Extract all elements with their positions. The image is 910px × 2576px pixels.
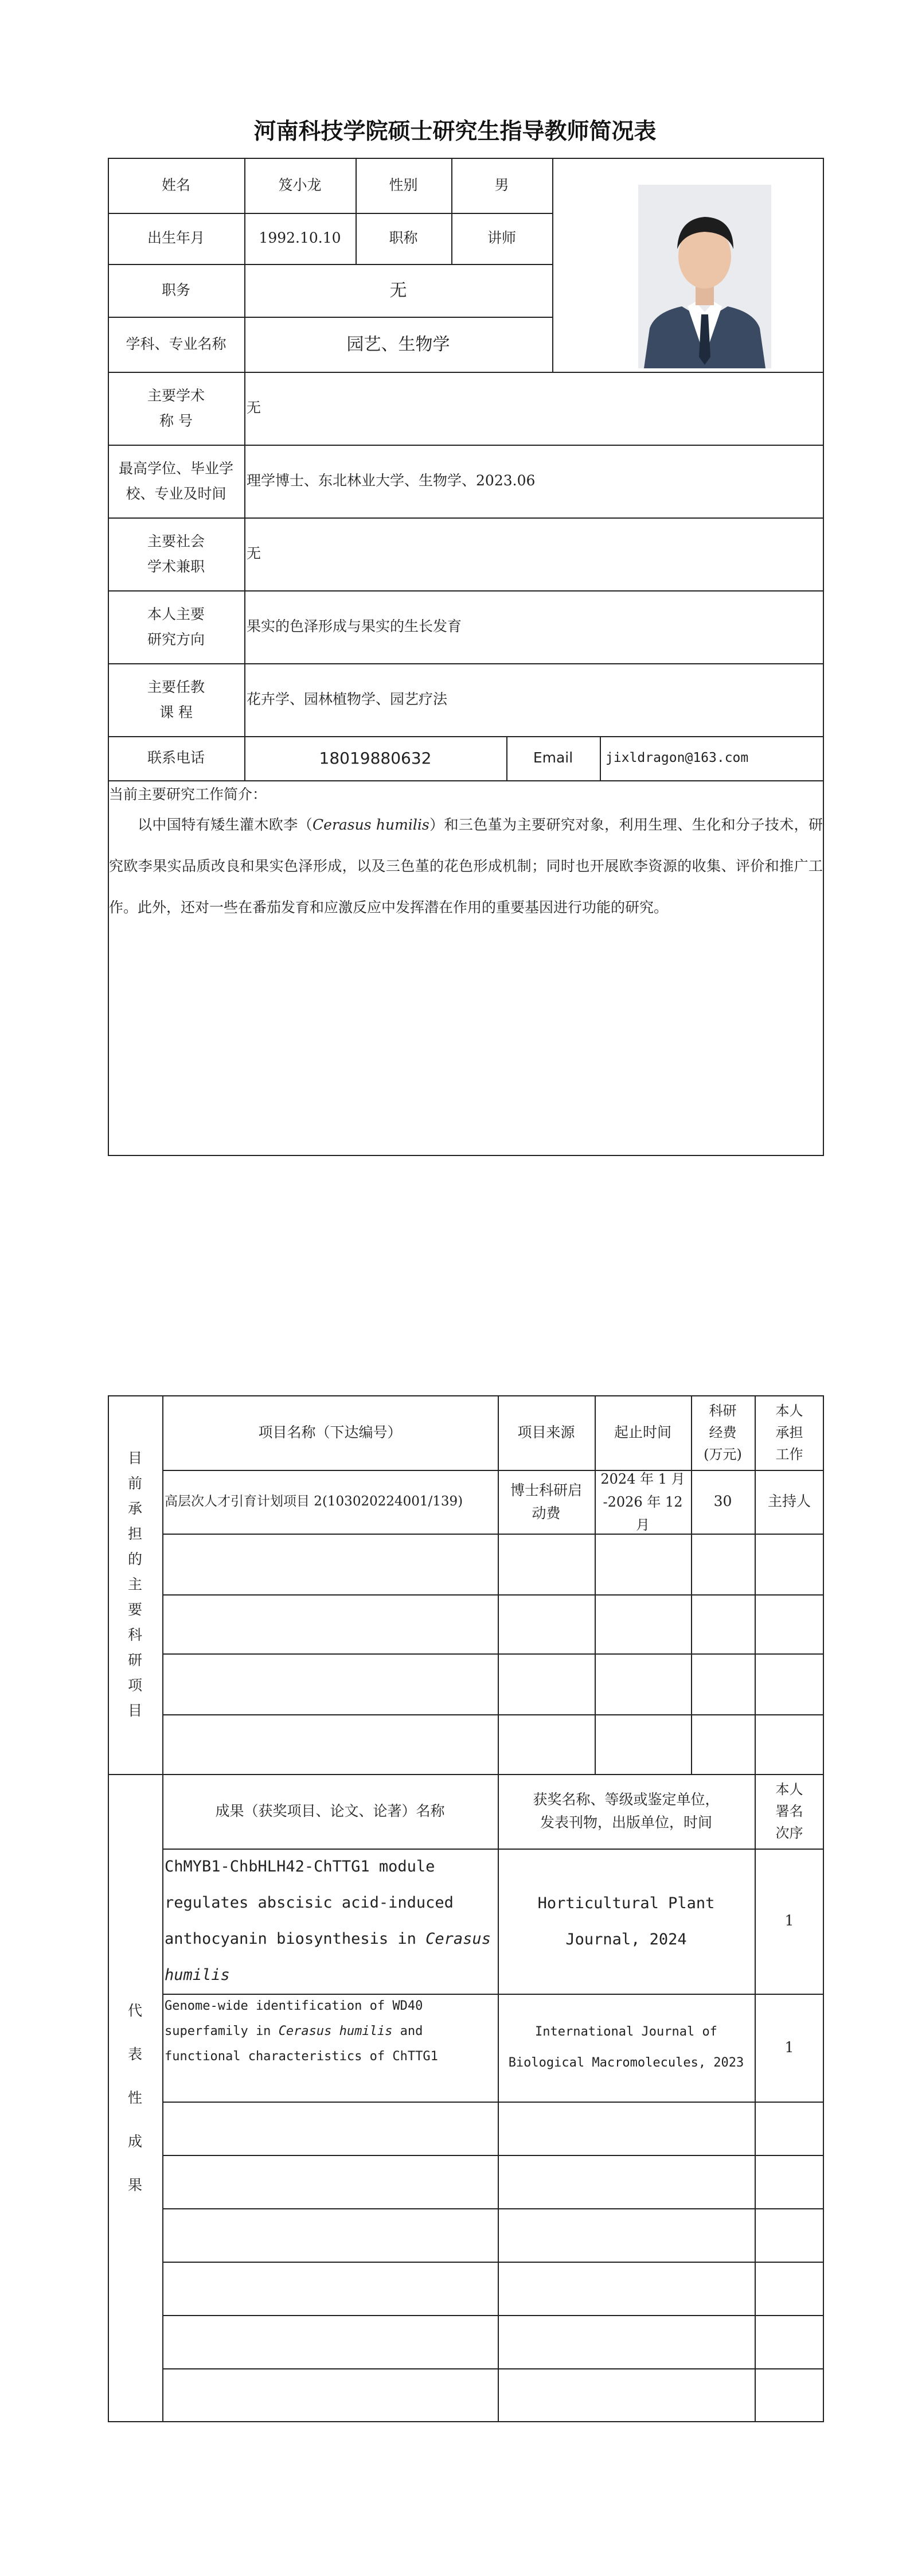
achievement-row-title-text: Genome-wide identification of WD40 superfamily in xyxy=(165,1999,423,2038)
project-role-header xyxy=(755,1395,824,1470)
achievement-row-title xyxy=(162,1994,498,2102)
intro-body xyxy=(109,804,823,928)
project-period-header: 起止时间 xyxy=(614,1423,671,1441)
academic-title-value: 无 xyxy=(247,399,261,417)
academic-title-label xyxy=(108,372,244,445)
email-label: Email xyxy=(533,749,573,766)
research-label-line1: 本人主要 xyxy=(147,605,205,622)
achievement-row-title-text: ChMYB1-ChbHLH42-ChTTG1 module regulates abscisic acid-induced anthocyanin biosynthesis in xyxy=(165,1858,454,1948)
project-role-header-line: 承担 xyxy=(775,1425,803,1441)
birth-value: 1992.10.10 xyxy=(259,229,341,247)
research-value: 果实的色泽形成与果实的生长发育 xyxy=(247,618,462,635)
project-row-source-line: 博士科研启 xyxy=(510,1481,582,1499)
project-role-header-line: 工作 xyxy=(775,1446,803,1462)
project-row-source-line: 动费 xyxy=(532,1504,561,1522)
achievement-order-header-line: 本人 xyxy=(775,1781,803,1797)
projects-section-char: 项 xyxy=(127,1677,142,1694)
achievement-row-title-species: Cerasus humilis xyxy=(165,1930,491,1984)
project-role-header-line: 本人 xyxy=(775,1403,803,1419)
achievements-section-char: 成 xyxy=(127,2133,142,2150)
project-row-period-line: -2026 年 12 月 xyxy=(603,1493,683,1533)
project-row-period xyxy=(595,1470,691,1534)
degree-label-line2: 校、专业及时间 xyxy=(126,485,226,502)
achievement-row-venue-line: International Journal of xyxy=(535,2025,717,2039)
projects-section-char: 要 xyxy=(127,1601,142,1618)
project-row-role: 主持人 xyxy=(767,1493,811,1510)
achievement-order-header-line: 署名 xyxy=(775,1803,803,1819)
portrait-figure xyxy=(638,185,771,368)
achievement-venue-header xyxy=(498,1774,755,1849)
rank-value: 讲师 xyxy=(487,229,516,247)
name-value: 笈小龙 xyxy=(278,176,322,193)
intro-text-2: ）和三色堇为主要研究对象，利用生理、生化和分子技术，研究欧李果实品质改良和果实色泽形成，以及三色堇的花色形成机制；同时也开展欧李资源的收集、评价和推广工作。此外，还对一些在番茄发育和应激反应中发挥潜在作用的重要基因进行功能的研究。 xyxy=(109,816,823,916)
achievement-name-header: 成果（获奖项目、论文、论著）名称 xyxy=(215,1802,445,1819)
courses-value: 花卉学、园林植物学、园艺疗法 xyxy=(247,691,448,708)
intro-species-name: Cerasus humilis xyxy=(313,816,429,833)
achievement-row-title-text: and functional characteristics of ChTTG1 xyxy=(165,2024,438,2064)
page-title: 河南科技学院硕士研究生指导教师简况表 xyxy=(253,119,657,145)
achievement-row-title-species: Cerasus humilis xyxy=(278,2024,393,2038)
achievement-row-venue xyxy=(498,1994,755,2102)
projects-section-char: 目 xyxy=(127,1702,142,1719)
intro-text-1: 以中国特有矮生灌木欧李（ xyxy=(138,816,313,833)
achievements-section-char: 果 xyxy=(127,2177,142,2193)
research-label-line2: 研究方向 xyxy=(147,631,205,648)
achievement-order-header xyxy=(755,1774,824,1849)
project-name-header: 项目名称（下达编号） xyxy=(258,1423,402,1441)
project-row-name: 高层次人才引育计划项目 2(103020224001/139) xyxy=(165,1494,463,1509)
intro-heading: 当前主要研究工作简介： xyxy=(109,786,267,803)
birth-label: 出生年月 xyxy=(147,229,205,247)
projects-section-char: 担 xyxy=(127,1526,142,1542)
degree-label-line1: 最高学位、毕业学 xyxy=(118,460,233,477)
courses-label-line2: 课 程 xyxy=(159,703,193,721)
projects-section-label xyxy=(108,1395,162,1774)
projects-section-char: 前 xyxy=(127,1475,142,1492)
achievements-section-char: 表 xyxy=(127,2046,142,2063)
project-row-funding: 30 xyxy=(713,1493,732,1510)
achievement-row-venue: Horticultural Plant Journal, 2024 xyxy=(537,1894,715,1948)
duty-label: 职务 xyxy=(161,281,190,298)
achievement-row-venue-line: Biological Macromolecules, 2023 xyxy=(508,2056,744,2070)
project-funding-header-line: 经费 xyxy=(709,1425,737,1441)
achievement-order-header-line: 次序 xyxy=(775,1825,803,1841)
courses-label-line1: 主要任教 xyxy=(147,678,205,695)
rank-label: 职称 xyxy=(389,229,418,247)
projects-section-char: 的 xyxy=(127,1551,142,1567)
projects-section-char: 承 xyxy=(127,1500,142,1517)
projects-section-char: 研 xyxy=(127,1652,142,1668)
name-label: 姓名 xyxy=(161,176,190,193)
phone-label: 联系电话 xyxy=(147,749,205,766)
project-source-header: 项目来源 xyxy=(517,1423,575,1441)
major-label: 学科、专业名称 xyxy=(126,335,226,352)
courses-label xyxy=(108,663,244,736)
achievements-section-label xyxy=(108,1774,162,2422)
projects-section-char: 目 xyxy=(127,1450,142,1466)
degree-label xyxy=(108,445,244,517)
gender-label: 性别 xyxy=(389,176,418,193)
project-row-source xyxy=(498,1470,595,1534)
academic-title-label-line1: 主要学术 xyxy=(147,387,205,404)
duty-value: 无 xyxy=(389,280,407,301)
project-funding-header xyxy=(691,1395,755,1470)
gender-value: 男 xyxy=(494,176,509,193)
project-row-period-line: 2024 年 1 月 xyxy=(600,1470,685,1487)
social-label-line1: 主要社会 xyxy=(147,532,205,550)
achievement-row-order: 1 xyxy=(784,2038,794,2056)
projects-section-char: 主 xyxy=(127,1576,142,1593)
social-value: 无 xyxy=(247,545,261,562)
phone-value: 18019880632 xyxy=(319,748,432,768)
email-value: jixldragon@163.com xyxy=(606,750,749,765)
major-value: 园艺、生物学 xyxy=(346,334,450,355)
achievements-section-char: 代 xyxy=(127,2002,142,2019)
achievements-section-char: 性 xyxy=(127,2089,142,2106)
projects-section-char: 科 xyxy=(127,1626,142,1643)
project-funding-header-line: (万元) xyxy=(704,1446,742,1462)
portrait-photo xyxy=(638,185,771,368)
project-funding-header-line: 科研 xyxy=(709,1403,737,1419)
achievement-row-order: 1 xyxy=(784,1912,794,1929)
degree-value: 理学博士、东北林业大学、生物学、2023.06 xyxy=(247,472,536,489)
research-label xyxy=(108,590,244,663)
achievement-row-title xyxy=(162,1849,498,1994)
achievement-venue-header-line: 获奖名称、等级或鉴定单位， xyxy=(533,1791,720,1808)
social-label xyxy=(108,517,244,590)
achievement-venue-header-line: 发表刊物，出版单位，时间 xyxy=(540,1814,712,1831)
academic-title-label-line2: 称 号 xyxy=(159,412,193,429)
social-label-line2: 学术兼职 xyxy=(147,558,205,575)
